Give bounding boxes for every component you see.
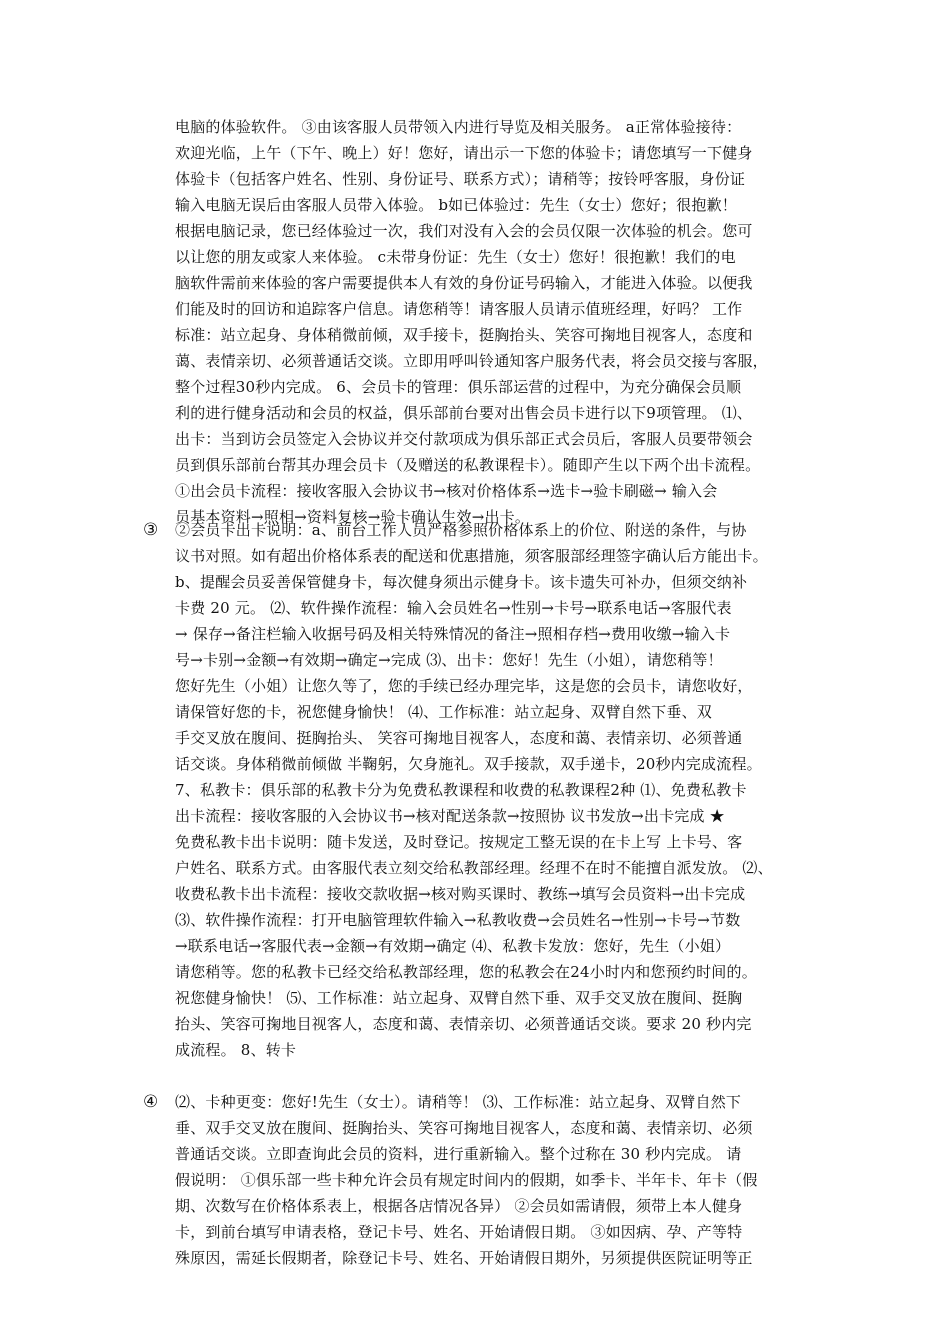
text-line: ⑵、卡种更变：您好!先生（女士）。请稍等！ ⑶、工作标准：站立起身、双臂自然下 [175,1093,742,1111]
text-line: 利的进行健身活动和会员的权益，俱乐部前台要对出售会员卡进行以下9项管理。 ⑴、 [175,404,753,422]
text-line: 卡费 20 元。 ⑵、软件操作流程：输入会员姓名→性别→卡号→联系电话→客服代表 [175,599,732,617]
text-line: 议书对照。如有超出价格体系表的配送和优惠措施，须客服部经理签字确认后方能出卡。 [175,547,768,565]
text-line: 抬头、笑容可掬地目视客人，态度和蔼、表情亲切、必须普通话交谈。要求 20 秒内完 [175,1015,752,1033]
text-line: 标准：站立起身、身体稍微前倾，双手接卡，挺胸抬头、笑容可掬地目视客人，态度和 [175,326,753,344]
text-line: → 保存→备注栏输入收据号码及相关特殊情况的备注→照相存档→费用收缴→输入卡 [175,625,731,643]
paragraph-1 [175,114,815,530]
text-line: 们能及时的回访和追踪客户信息。请您稍等！请客服人员请示值班经理，好吗？ 工作 [175,300,743,318]
section-marker-4: ④ [143,1092,159,1112]
text-line: 成流程。 8、转卡 [175,1041,297,1059]
text-line: 垂、双手交叉放在腹间、挺胸抬头、笑容可掬地目视客人，态度和蔼、表情亲切、必须 [175,1119,753,1137]
text-line: 出卡流程：接收客服的入会协议书→核对配送条款→按照协 议书发放→出卡完成 ★ [175,807,725,825]
text-line: 号→卡别→金额→有效期→确定→完成 ⑶、出卡：您好！先生（小姐），请您稍等！ [175,651,723,669]
text-line: 出卡：当到访会员签定入会协议并交付款项成为俱乐部正式会员后，客服人员要带领会 [175,430,753,448]
text-line: 话交谈。身体稍微前倾做 半鞠躬，欠身施礼。双手接款，双手递卡，20秒内完成流程。 [175,755,762,773]
text-line: b、提醒会员妥善保管健身卡，每次健身须出示健身卡。该卡遗失可补办，但须交纳补 [175,573,748,591]
text-line: 员到俱乐部前台帮其办理会员卡（及赠送的私教课程卡）。随即产生以下两个出卡流程。 [175,456,761,474]
text-line: 整个过程30秒内完成。 6、会员卡的管理：俱乐部运营的过程中，为充分确保会员顺 [175,378,742,396]
text-line: 殊原因，需延长假期者，除登记卡号、姓名、开始请假日期外，另须提供医院证明等正 [175,1249,753,1267]
text-line: 以让您的朋友或家人来体验。 c未带身份证：先生（女士）您好！很抱歉！我们的电 [175,248,736,266]
text-line: 欢迎光临，上午（下午、晚上）好！您好，请出示一下您的体验卡；请您填写一下健身 [175,144,753,162]
text-line: 脑软件需前来体验的客户需要提供本人有效的身份证号码输入，才能进入体验。以便我 [175,274,753,292]
text-line: 根据电脑记录，您已经体验过一次，我们对没有入会的会员仅限一次体验的机会。您可 [175,222,753,240]
text-line: 普通话交谈。立即查询此会员的资料，进行重新输入。整个过称在 30 秒内完成。 请 [175,1145,742,1163]
text-line: 蔼、表情亲切、必须普通话交谈。立即用呼叫铃通知客户服务代表，将会员交接与客服， [175,352,768,370]
text-line: 请保管好您的卡，祝您健身愉快！ ⑷、工作标准：站立起身、双臂自然下垂、双 [175,703,712,721]
text-line: 请您稍等。您的私教卡已经交给私教部经理，您的私教会在24小时内和您预约时间的。 [175,963,757,981]
text-line: 手交叉放在腹间、挺胸抬头、 笑容可掬地目视客人，态度和蔼、表情亲切、必须普通 [175,729,743,747]
text-line: 户姓名、联系方式。由客服代表立刻交给私教部经理。经理不在时不能擅自派发放。 ⑵、 [175,859,773,877]
text-line: 体验卡（包括客户姓名、性别、身份证号、联系方式）；请稍等；按铃呼客服，身份证 [175,170,746,188]
text-line: 输入电脑无误后由客服人员带入体验。 b如已体验过：先生（女士）您好；很抱歉！ [175,196,737,214]
paragraph-2 [175,517,815,1063]
text-line: →联系电话→客服代表→金额→有效期→确定 ⑷、私教卡发放：您好，先生（小姐） [175,937,731,955]
text-line: 免费私教卡出卡说明：随卡发送，及时登记。按规定工整无误的在卡上写 上卡号、客 [175,833,743,851]
text-line: 员基本资料→照相→资料复核→验卡确认生效→出卡。 [175,508,531,526]
text-line: 卡，到前台填写申请表格，登记卡号、姓名、开始请假日期。 ③如因病、孕、产等特 [175,1223,743,1241]
text-line: 祝您健身愉快！ ⑸、工作标准：站立起身、双臂自然下垂、双手交叉放在腹间、挺胸 [175,989,743,1007]
text-line: ⑶、软件操作流程：打开电脑管理软件输入→私教收费→会员姓名→性别→卡号→节数 [175,911,741,929]
paragraph-3 [175,1089,815,1271]
text-line: 期、次数写在价格体系表上，根据各店情况各异） ②会员如需请假，须带上本人健身 [175,1197,743,1215]
section-marker-3: ③ [143,520,159,540]
text-line: 电脑的体验软件。 ③由该客服人员带领入内进行导览及相关服务。 a正常体验接待： [175,118,742,136]
text-line: ①出会员卡流程：接收客服入会协议书→核对价格体系→选卡→验卡刷磁→ 输入会 [175,482,718,500]
text-line: 您好先生（小姐）让您久等了，您的手续已经办理完毕，这是您的会员卡，请您收好， [175,677,753,695]
text-line: 假说明： ①俱乐部一些卡种允许会员有规定时间内的假期，如季卡、半年卡、年卡（假 [175,1171,758,1189]
text-line: 收费私教卡出卡流程：接收交款收据→核对购买课时、教练→填写会员资料→出卡完成 [175,885,746,903]
text-line: 7、私教卡：俱乐部的私教卡分为免费私教课程和收费的私教课程2种 ⑴、免费私教卡 [175,781,747,799]
text-line: ②会员卡出卡说明：a、前台工作人员严格参照价格体系上的价位、附送的条件，与协 [175,521,747,539]
